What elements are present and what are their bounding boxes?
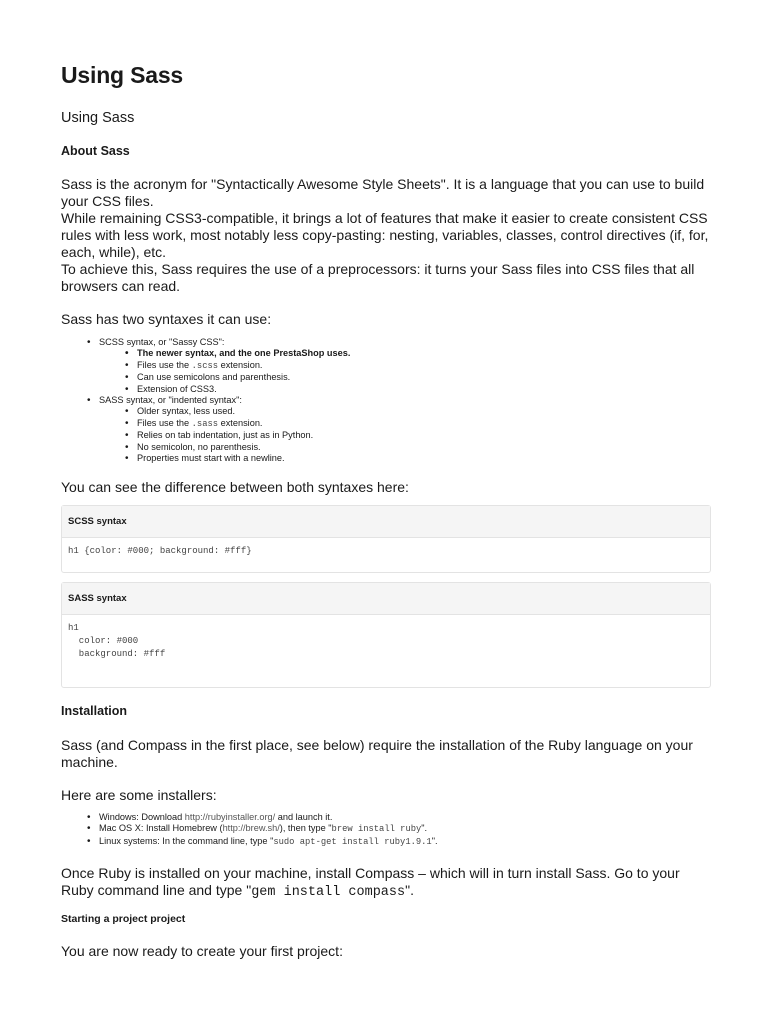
list-item [125,418,350,430]
list-item [87,836,438,848]
syntax-list [87,337,350,464]
sass-code-block: h1 color: #000 background: #fff [68,623,166,659]
installation-paragraph: Sass (and Compass in the first place, see below) require the installation of the Ruby language on your machine. [61,737,693,770]
list-item-text: Mac OS X: Install Homebrew ( [99,823,223,834]
about-text-3: To achieve this, Sass requires the use of a preprocessors: it turns your Sass files into CSS files that all browsers can read. [61,261,695,294]
inline-code: .scss [191,360,219,371]
scss-code-panel [61,505,711,573]
list-item-text: ". [431,835,438,846]
homebrew-link[interactable]: http://brew.sh/ [222,823,280,834]
compass-text: ". [405,882,414,898]
list-item-text: Files use the [137,417,192,428]
project-paragraph: You are now ready to create your first project: [61,943,343,959]
list-item: • Extension of CSS3. [125,384,350,395]
list-item-text: ". [421,823,428,834]
list-item-text: Linux systems: In the command line, type " [99,835,274,846]
about-text-1: Sass is the acronym for "Syntactically Awesome Style Sheets". It is a language that you can use to build your CSS files. [61,176,705,209]
list-item [87,812,438,823]
inline-code: brew install ruby [331,824,422,835]
page-title: Using Sass [61,62,183,88]
list-item-text: extension. [218,417,263,428]
list-item-text: Files use the [137,359,192,370]
list-item-text: ), then type " [279,823,332,834]
installers-intro: Here are some installers: [61,787,217,803]
inline-code: gem install compass [251,885,406,900]
about-paragraph [61,176,711,295]
sass-code-panel [61,582,711,688]
list-item: • Properties must start with a newline. [125,453,350,464]
list-item: • Older syntax, less used. [125,406,350,417]
list-item-text: extension. [218,359,263,370]
list-item: • Can use semicolons and parenthesis. [125,372,350,383]
installation-heading: Installation [61,704,127,718]
about-heading: About Sass [61,144,130,158]
about-text-2: While remaining CSS3-compatible, it brings a lot of features that make it easier to create consistent CSS rules with less work, most notably less copy-pasting: nesting, variables, classes, control directives (if, for, each, while), etc. [61,210,709,260]
list-item [87,337,350,395]
scss-code-title: SCSS syntax [62,506,710,538]
scss-label: SCSS syntax, or "Sassy CSS": [99,337,225,347]
list-item [87,823,438,835]
syntaxes-intro: Sass has two syntaxes it can use: [61,311,272,327]
list-item: • The newer syntax, and the one PrestaShop uses. [125,348,350,359]
installer-list [87,812,438,848]
inline-code: sudo apt-get install ruby1.9.1 [273,836,432,847]
project-heading: Starting a project project [61,913,186,925]
difference-intro: You can see the difference between both syntaxes here: [61,479,409,495]
sass-label: SASS syntax, or "indented syntax": [99,395,242,406]
list-item-text: Windows: Download [99,812,185,822]
sass-code-title: SASS syntax [62,583,710,615]
list-item-text: and launch it. [275,812,333,822]
list-item [87,395,350,464]
rubyinstaller-link[interactable]: http://rubyinstaller.org/ [184,812,276,822]
compass-paragraph [61,865,711,901]
compass-text: Once Ruby is installed on your machine, install Compass – which will in turn install Sass. Go to your Ruby command line and type " [61,865,680,898]
list-item: • Relies on tab indentation, just as in Python. [125,430,350,441]
list-item [125,360,350,372]
list-item: • No semicolon, no parenthesis. [125,442,350,453]
page-subtitle: Using Sass [61,110,135,126]
scss-code-block: h1 {color: #000; background: #fff} [68,546,252,556]
inline-code: .sass [191,418,219,429]
